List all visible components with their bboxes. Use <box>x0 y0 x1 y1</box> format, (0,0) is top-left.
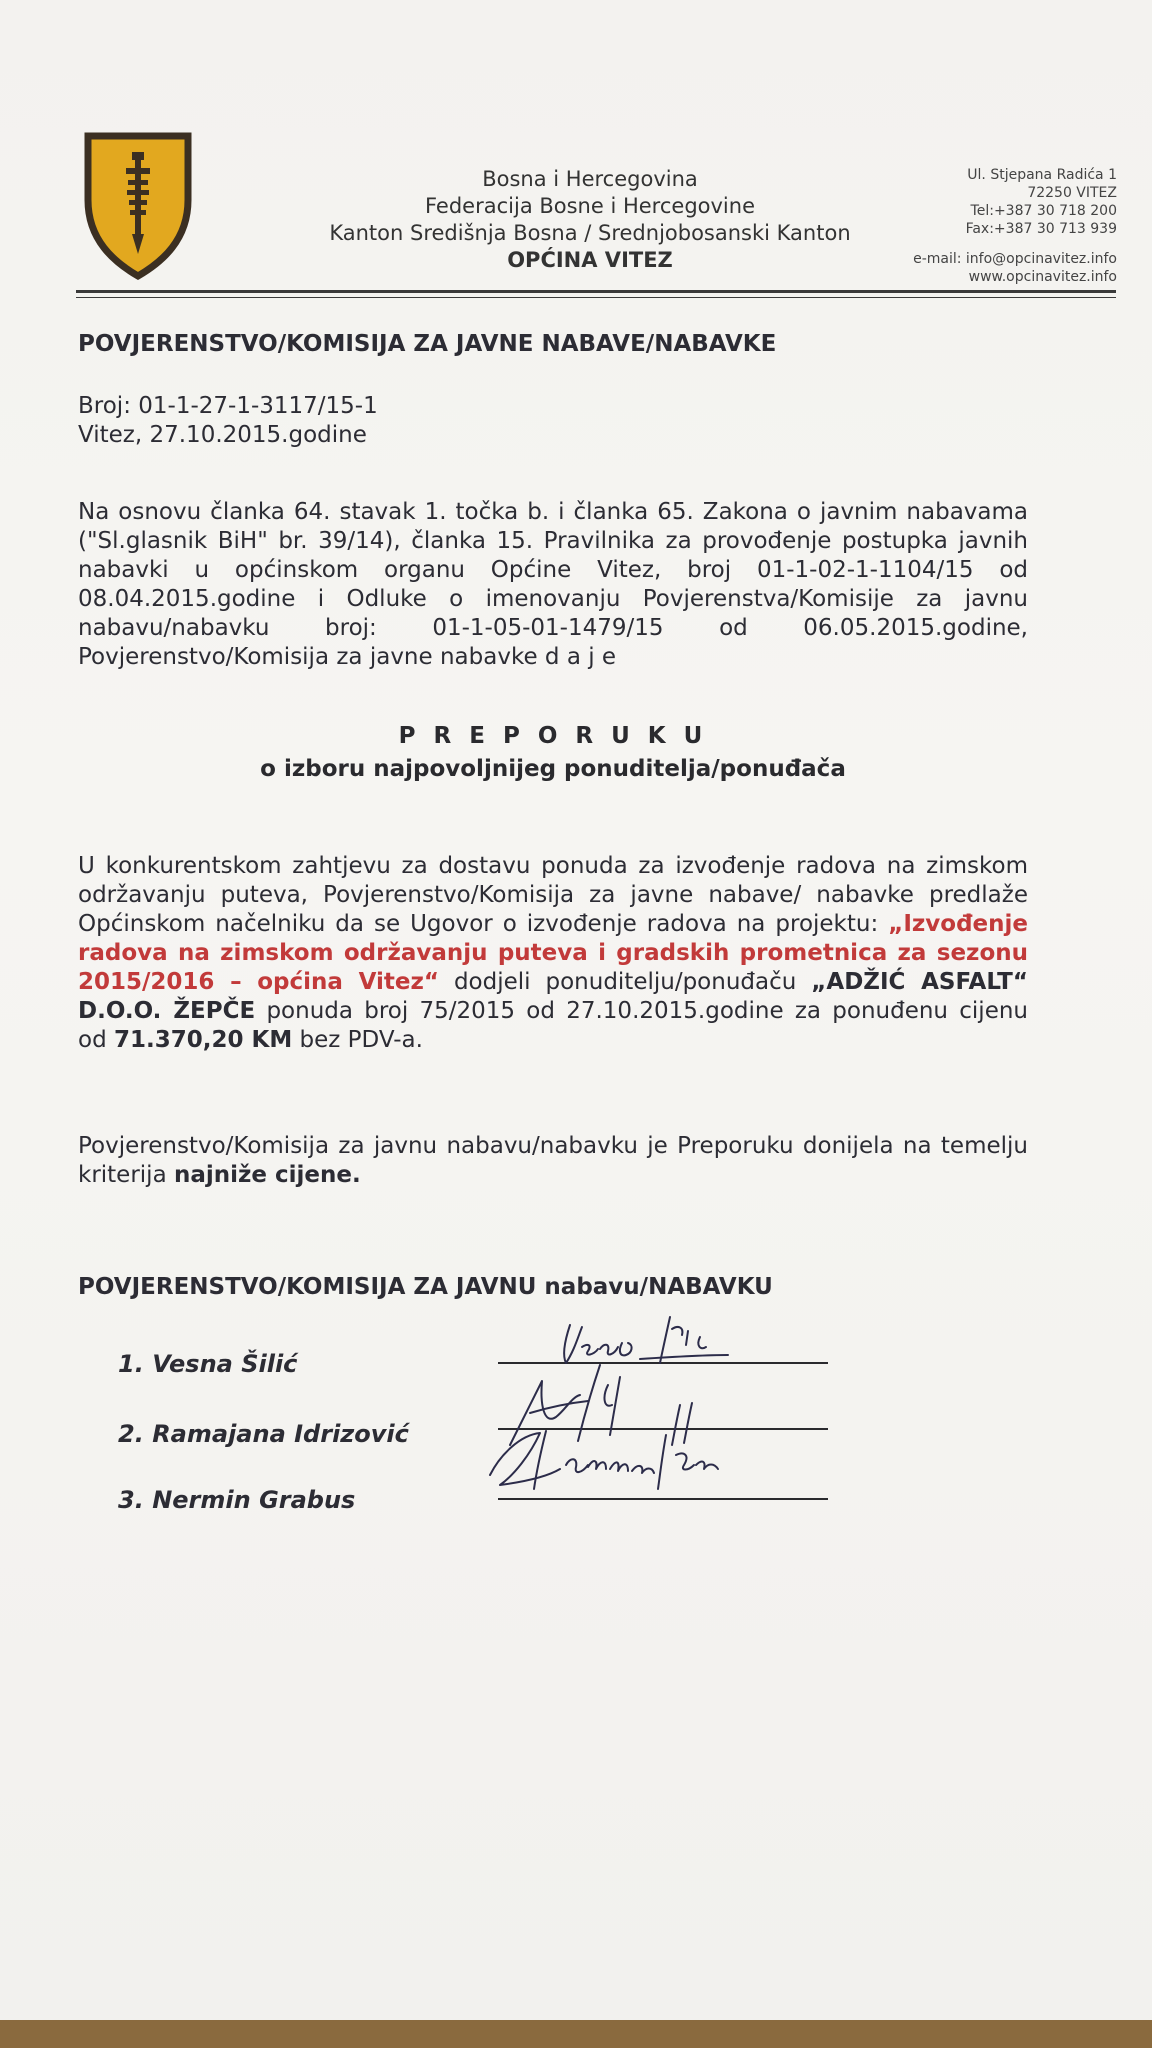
recommendation-paragraph <box>78 852 1028 1055</box>
header-divider-thin <box>76 297 1116 298</box>
member-name: Nermin Grabus <box>152 1486 356 1514</box>
email-line: e-mail: info@opcinavitez.info <box>913 251 1117 267</box>
member-number: 1. <box>118 1350 144 1378</box>
member-name: Ramajana Idrizović <box>152 1420 409 1448</box>
committee-heading: POVJERENSTVO/KOMISIJA ZA JAVNE NABAVE/NABAVKE <box>78 331 777 357</box>
contact-block <box>905 166 1117 286</box>
member-number: 3. <box>118 1486 144 1514</box>
handwritten-signatures <box>470 1285 830 1525</box>
price-value: 71.370,20 KM <box>113 1027 293 1053</box>
phone-line: Tel:+387 30 718 200 <box>970 203 1117 219</box>
bidder-name: „ADŽIĆ ASFALT“ D.O.O. ŽEPČE <box>78 969 1028 1024</box>
member-name: Vesna Šilić <box>152 1350 298 1378</box>
reference-date: Vitez, 27.10.2015.godine <box>78 422 367 448</box>
intro-paragraph: Na osnovu članka 64. stavak 1. točka b. i članka 65. Zakona o javnim nabavama ("Sl.glasnik BiH" br. 39/14), članka 15. Pravilnika za provođenje postupka javnih nabavki u općinskom organu Općine Vitez, broj 01-1-02-1-1104/15 od 08.04.2015.godine i Odluke o imenovanju Povjerenstva/Komisije za javnu nabavu/nabavku broj: 01-1-05-01-1479/15 od 06.05.2015.godine, Povjerenstvo/Komisija za javne nabavke d a j e <box>78 499 1028 670</box>
signature-1 <box>564 1317 728 1363</box>
title-main: P R E P O R U K U <box>398 723 708 749</box>
body-text-1: U konkurentskom zahtjevu za dostavu ponuda za izvođenje radova na zimskom održavanju puteva, Povjerenstvo/Komisija za javne nabave/ nabavke predlaže Općinskom načelniku da se Ugovor o izvođenje radova na projektu: <box>78 853 1028 937</box>
website-line: www.opcinavitez.info <box>968 269 1117 285</box>
municipality-line: OPĆINA VITEZ <box>507 248 673 272</box>
member-2 <box>118 1420 409 1448</box>
member-1 <box>118 1350 297 1378</box>
signature-heading: POVJERENSTVO/KOMISIJA ZA JAVNU nabavu/NABAVKU <box>78 1274 773 1300</box>
member-3 <box>118 1486 355 1514</box>
project-title: „Izvođenje radova na zimskom održavanju puteva i gradskih prometnica za sezonu 2015/2016 – općina Vitez“ <box>78 911 1028 995</box>
criteria-bold: najniže cijene. <box>173 1162 361 1188</box>
body-text-2: dodjeli ponuditelju/ponuđaču <box>453 969 797 995</box>
criteria-text: Povjerenstvo/Komisija za javnu nabavu/nabavku je Preporuku donijela na temelju kriterija <box>78 1133 1028 1188</box>
canton-line: Kanton Središnja Bosna / Srednjobosanski Kanton <box>329 221 851 245</box>
criteria-paragraph <box>78 1132 1028 1190</box>
reference-number: Broj: 01-1-27-1-3117/15-1 <box>78 393 378 419</box>
body-text-3: ponuda broj 75/2015 od 27.10.2015.godine za ponuđenu cijenu od <box>78 998 1028 1053</box>
address-city: 72250 VITEZ <box>1027 185 1117 201</box>
issuer-block <box>300 166 880 274</box>
reference-block <box>78 392 1028 450</box>
header-divider <box>76 290 1116 293</box>
title-sub: o izboru najpovoljnijeg ponuditelja/ponuđača <box>260 756 846 782</box>
coat-of-arms-icon <box>82 130 194 282</box>
spacer <box>905 238 1117 250</box>
member-number: 2. <box>118 1420 144 1448</box>
document-title <box>78 720 1028 786</box>
body-text-4: bez PDV-a. <box>299 1027 423 1053</box>
address-street: Ul. Stjepana Radića 1 <box>967 167 1117 183</box>
fax-line: Fax:+387 30 713 939 <box>965 221 1117 237</box>
federation-line: Federacija Bosne i Hercegovine <box>425 194 755 218</box>
country-line: Bosna i Hercegovina <box>482 167 698 191</box>
